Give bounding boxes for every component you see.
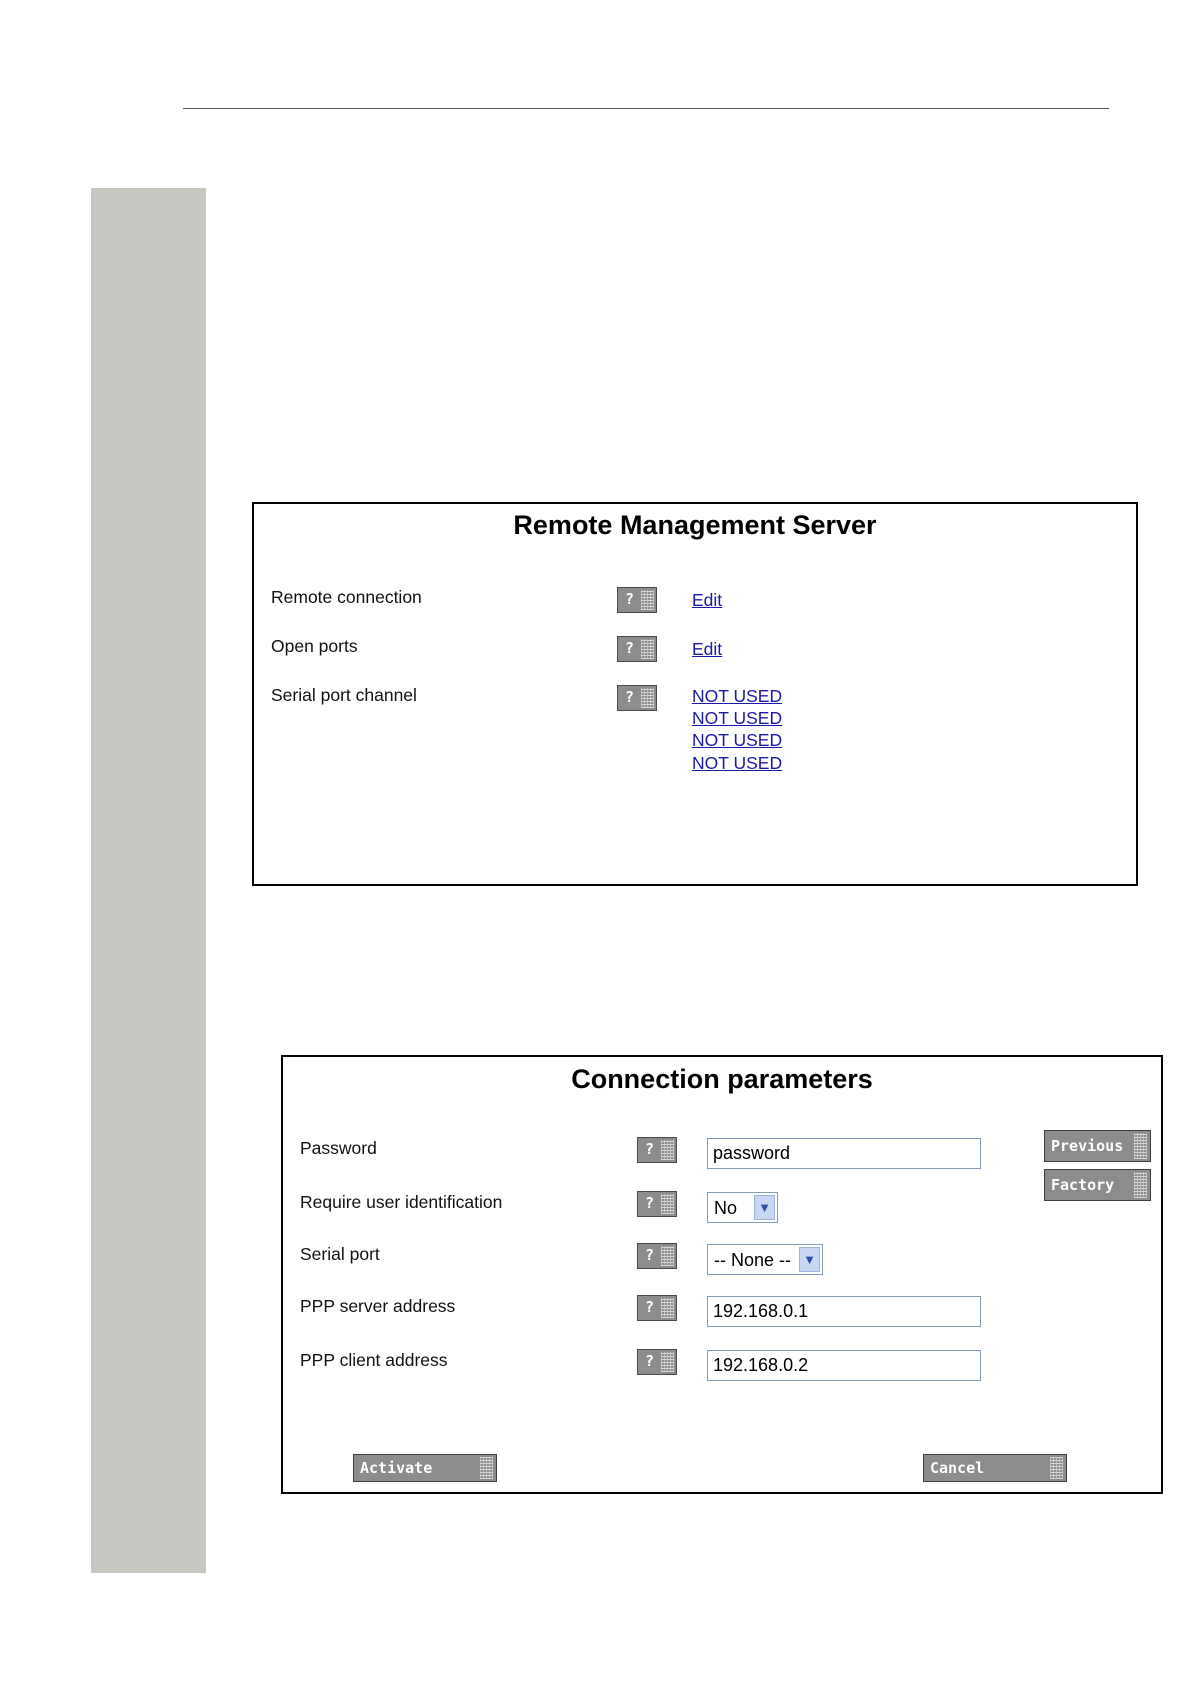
grip-icon [1134, 1172, 1147, 1198]
help-button[interactable] [637, 1295, 677, 1321]
connection-parameters-panel [281, 1055, 1163, 1494]
serial-channel-3-link[interactable]: NOT USED [692, 730, 783, 750]
serial-port-channel-label: Serial port channel [271, 685, 417, 705]
open-ports-label: Open ports [271, 636, 358, 656]
grip-icon [1134, 1133, 1147, 1159]
serial-port-label: Serial port [300, 1244, 380, 1264]
chevron-down-icon[interactable]: ▼ [754, 1195, 775, 1220]
serial-channel-2-link[interactable]: NOT USED [692, 708, 783, 728]
help-button[interactable] [637, 1137, 677, 1163]
open-ports-edit-link[interactable]: Edit [692, 639, 723, 659]
help-button[interactable] [637, 1349, 677, 1375]
password-label: Password [300, 1138, 377, 1158]
grip-icon [641, 639, 654, 659]
question-icon: ? [645, 1140, 655, 1158]
factory-button[interactable] [1044, 1169, 1151, 1201]
question-icon: ? [625, 688, 635, 706]
cancel-button[interactable] [923, 1454, 1067, 1482]
password-field[interactable] [707, 1138, 981, 1169]
grip-icon [661, 1140, 674, 1160]
previous-button-label: Previous [1051, 1137, 1124, 1155]
select-value: No [714, 1198, 738, 1218]
sidebar-margin [91, 188, 206, 1573]
grip-icon [661, 1194, 674, 1214]
factory-button-label: Factory [1051, 1176, 1115, 1194]
require-user-identification-select[interactable] [707, 1192, 778, 1223]
serial-channel-4-link[interactable]: NOT USED [692, 753, 783, 773]
grip-icon [480, 1457, 493, 1479]
question-icon: ? [645, 1352, 655, 1370]
question-icon: ? [645, 1246, 655, 1264]
panel-title: Connection parameters [571, 1064, 873, 1094]
panel-title: Remote Management Server [513, 510, 877, 540]
grip-icon [661, 1246, 674, 1266]
ppp-server-address-label: PPP server address [300, 1296, 456, 1316]
grip-icon [661, 1352, 674, 1372]
previous-button[interactable] [1044, 1130, 1151, 1162]
remote-management-server-panel [252, 502, 1138, 886]
ppp-client-address-label: PPP client address [300, 1350, 448, 1370]
question-icon: ? [645, 1298, 655, 1316]
activate-button-label: Activate [360, 1459, 433, 1477]
serial-port-select[interactable] [707, 1244, 823, 1275]
help-button[interactable] [617, 636, 657, 662]
help-button[interactable] [617, 685, 657, 711]
help-button[interactable] [637, 1191, 677, 1217]
select-value: -- None -- [714, 1250, 792, 1270]
grip-icon [641, 688, 654, 708]
ppp-client-address-field[interactable] [707, 1350, 981, 1381]
serial-channel-1-link[interactable]: NOT USED [692, 686, 783, 706]
grip-icon [641, 590, 654, 610]
cancel-button-label: Cancel [930, 1459, 985, 1477]
require-user-identification-label: Require user identification [300, 1192, 503, 1212]
remote-connection-edit-link[interactable]: Edit [692, 590, 723, 610]
chevron-down-icon[interactable]: ▼ [799, 1247, 820, 1272]
grip-icon [661, 1298, 674, 1318]
question-icon: ? [645, 1194, 655, 1212]
question-icon: ? [625, 639, 635, 657]
question-icon: ? [625, 590, 635, 608]
remote-connection-label: Remote connection [271, 587, 422, 607]
help-button[interactable] [637, 1243, 677, 1269]
ppp-server-address-field[interactable] [707, 1296, 981, 1327]
help-button[interactable] [617, 587, 657, 613]
activate-button[interactable] [353, 1454, 497, 1482]
header-rule [183, 108, 1109, 109]
grip-icon [1050, 1457, 1063, 1479]
